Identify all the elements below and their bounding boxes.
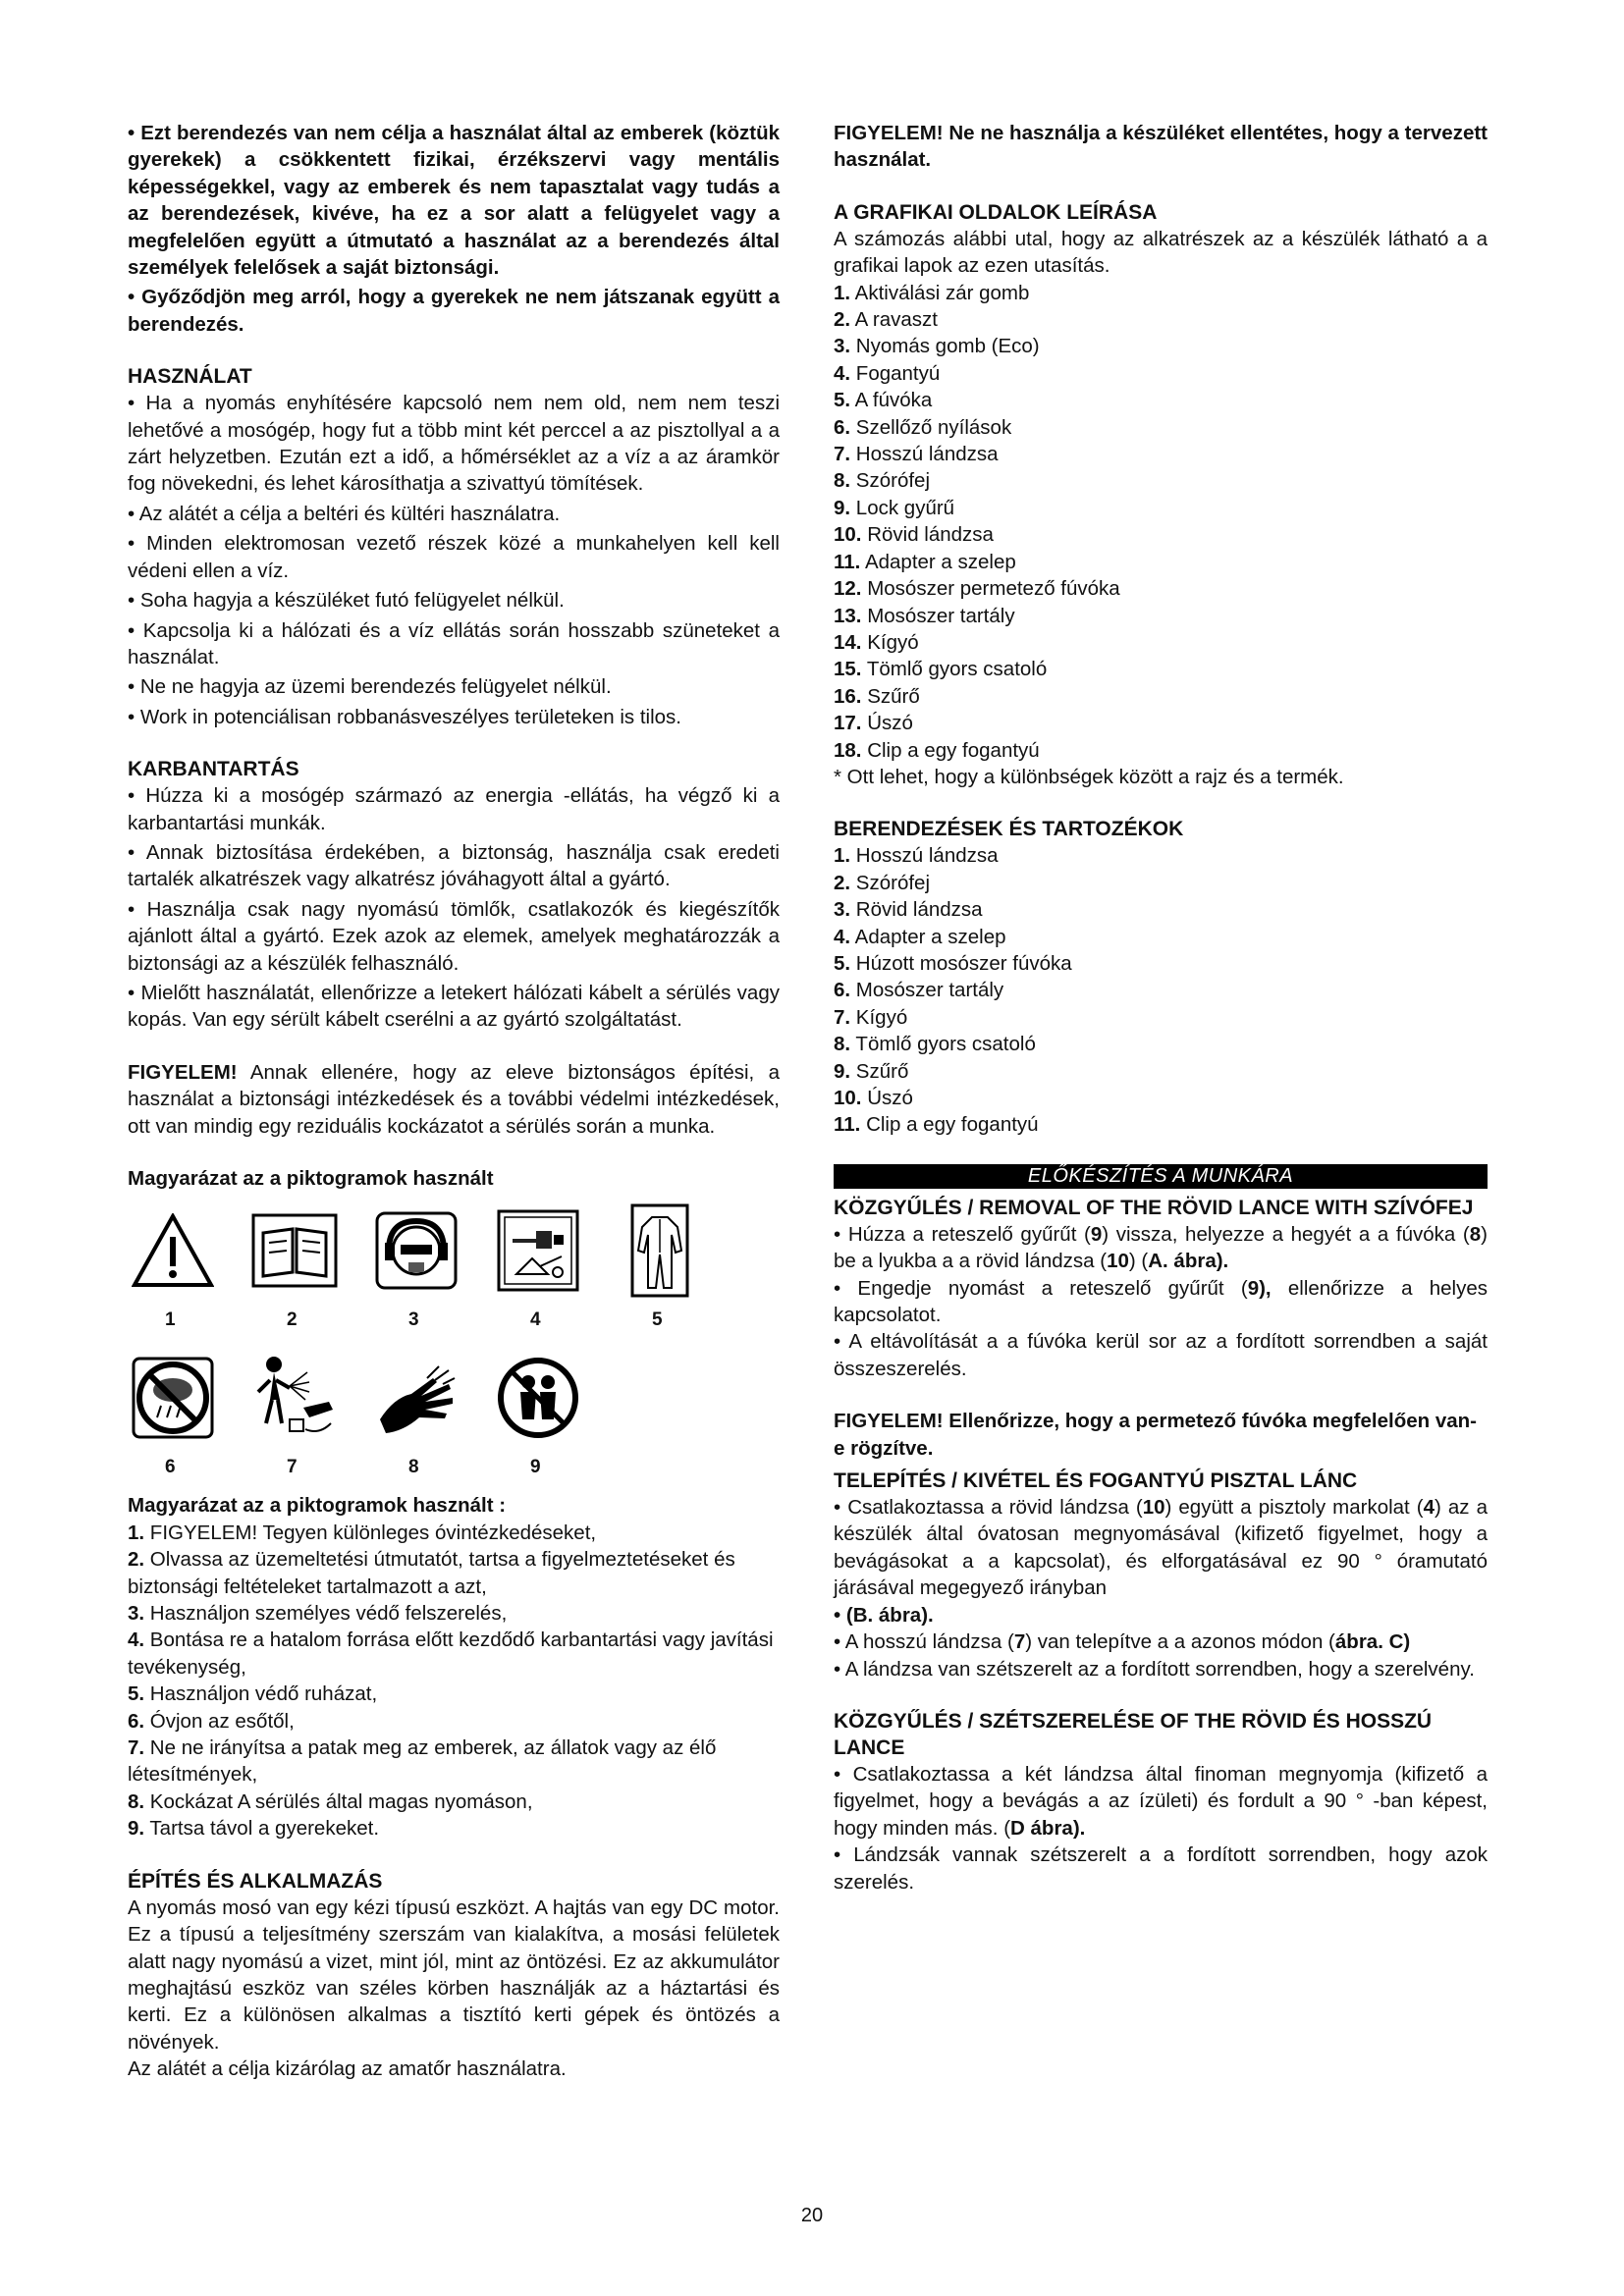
telepites-bullet: • A lándzsa van szétszerelt az a fordított sorrendben, hogy a szerelvény. (834, 1657, 1475, 1681)
parts-item: 17. Úszó (834, 712, 913, 735)
parts-item: 5. A fúvóka (834, 389, 933, 412)
hasznalat-bullet: • Ne ne hagyja az üzemi berendezés felügyelet nélkül. (128, 675, 612, 699)
left-column (128, 120, 780, 2083)
kozgyules-1-bullet: • Húzza a reteszelő gyűrűt (9) vissza, helyezze a hegyét a a fúvóka (8) be a lyukba a a rövid lándzsa (10) (A. ábra). (834, 1222, 1488, 1273)
pictogram-row-1 (128, 1192, 780, 1300)
parts-item: 14. Kígyó (834, 630, 919, 654)
intro-bullet: • Győződjön meg arról, hogy a gyerekek ne nem játszanak együtt a berendezés. (128, 286, 780, 336)
telepites-bullet: • A hosszú lándzsa (7) van telepítve a a azonos módon (ábra. C) (834, 1630, 1411, 1654)
manual-book-icon (249, 1201, 340, 1300)
pictogram-number: 3 (408, 1308, 419, 1330)
parts-item: 15. Tömlő gyors csatoló (834, 658, 1048, 681)
parts-item: 13. Mosószer tartály (834, 604, 1015, 627)
telepites-bullet: • (B. ábra). (834, 1603, 934, 1627)
karbantartas-bullet: • Használja csak nagy nyomású tömlők, csatlakozók és kiegészítők ajánlott által a gyártó. Ezek azok az elemek, amelyek meghatározzák a biztonsági az a készülék felhasználó. (128, 897, 780, 975)
hasznalat-bullet: • Kapcsolja ki a hálózati és a víz ellátás során hosszabb szüneteket a használat. (128, 618, 780, 668)
accessory-item: 11. Clip a egy fogantyú (834, 1113, 1039, 1137)
nozzle-warning: FIGYELEM! Ellenőrizze, hogy a permetező fúvóka megfelelően van- e rögzítve. (834, 1410, 1477, 1460)
parts-item: 11. Adapter a szelep (834, 550, 1016, 573)
legend-item: 1. FIGYELEM! Tegyen különleges óvintézkedéseket, (128, 1521, 597, 1544)
hasznalat-bullet: • Az alátét a célja a beltéri és kültéri használatra. (128, 502, 561, 525)
hasznalat-bullet: • Work in potenciálisan robbanásveszélyes területeken is tilos. (128, 705, 682, 728)
telepites-bullet: • Csatlakoztassa a rövid lándzsa (10) együtt a pisztoly markolat (4) az a készülék által óvatosan megnyomásával (kifizető figyelmet, hogy a bevágásokat a a kapcsolat), és elforgatásával ez 90 ° óramutató járásával megegyező irányban (834, 1496, 1488, 1600)
section-banner: ELŐKÉSZÍTÉS A MUNKÁRA (834, 1164, 1488, 1189)
accessory-item: 1. Hosszú lándzsa (834, 844, 999, 868)
accessories-list (834, 842, 1488, 1138)
pictogram-number: 7 (287, 1456, 298, 1477)
parts-item: 6. Szellőző nyílások (834, 415, 1012, 439)
accessory-item: 7. Kígyó (834, 1005, 908, 1029)
pictogram-heading: Magyarázat az a piktogramok használt (128, 1167, 494, 1190)
accessory-item: 8. Tömlő gyors csatoló (834, 1033, 1036, 1056)
parts-item: 10. Rövid lándzsa (834, 523, 994, 547)
drawing-note: * Ott lehet, hogy a különbségek között a rajz és a termék. (834, 765, 1344, 788)
accessory-item: 9. Szűrő (834, 1059, 909, 1083)
parts-item: 2. A ravaszt (834, 308, 938, 332)
section-heading-berendezesek: BERENDEZÉSEK ÉS TARTOZÉKOK (834, 818, 1184, 841)
spray-hazard-icon (249, 1349, 340, 1447)
no-rain-icon (128, 1349, 218, 1447)
pictogram-number: 1 (165, 1308, 176, 1330)
accessory-item: 2. Szórófej (834, 871, 931, 894)
kozgyules-1-bullet: • A eltávolítását a a fúvóka kerül sor az a fordított sorrendben a saját összeszerelés. (834, 1330, 1488, 1380)
epites-last: Az alátét a célja kizárólag az amatőr használatra. (128, 2057, 567, 2081)
pictogram-row-2 (128, 1339, 780, 1447)
intro-bullet: • Ezt berendezés van nem célja a használat által az emberek (köztük gyerekek) a csökkentett fizikai, érzékszervi vagy mentális képességekkel, vagy az emberek és nem tapasztalat vagy tudás a az berendezések, kivéve, ha ez a sor alatt a felügyelet vagy a megfelelően együtt a útmutató a használat az a berendezés által személyek felelősek a saját biztonsági. (128, 122, 780, 280)
section-heading-hasznalat: HASZNÁLAT (128, 365, 252, 389)
legend-item: 4. Bontása re a hatalom forrása előtt kezdődő karbantartási vagy javítási tevékenység, (128, 1629, 774, 1679)
pictogram-number: 4 (530, 1308, 541, 1330)
accessory-item: 3. Rövid lándzsa (834, 898, 983, 922)
parts-list (834, 280, 1488, 764)
hasznalat-bullet: • Soha hagyja a készüléket futó felügyelet nélkül. (128, 589, 565, 613)
legend-item: 9. Tartsa távol a gyerekeket. (128, 1817, 380, 1841)
legend-item: 2. Olvassa az üzemeltetési útmutatót, tartsa a figyelmeztetéseket és biztonsági feltételeket tartalmazott a azt, (128, 1548, 735, 1598)
parts-item: 1. Aktiválási zár gomb (834, 281, 1030, 304)
top-warning: FIGYELEM! Ne ne használja a készüléket ellentétes, hogy a tervezett használat. (834, 122, 1488, 172)
parts-item: 18. Clip a egy fogantyú (834, 738, 1040, 762)
parts-item: 4. Fogantyú (834, 361, 941, 385)
parts-item: 9. Lock gyűrű (834, 496, 955, 519)
section-heading-grafikai: A GRAFIKAI OLDALOK LEÍRÁSA (834, 200, 1158, 224)
section-heading-epites: ÉPÍTÉS ÉS ALKALMAZÁS (128, 1869, 383, 1893)
right-column (834, 120, 1488, 1896)
legend-item: 8. Kockázat A sérülés által magas nyomáson, (128, 1789, 533, 1813)
hand-injury-icon (371, 1349, 461, 1447)
parts-item: 16. Szűrő (834, 684, 920, 708)
pictogram-number: 9 (530, 1456, 541, 1477)
legend-item: 6. Óvjon az esőtől, (128, 1709, 295, 1733)
pictogram-numbers-row-2 (128, 1447, 780, 1486)
parts-item: 3. Nyomás gomb (Eco) (834, 335, 1040, 358)
legend-heading: Magyarázat az a piktogramok használt : (128, 1494, 507, 1518)
pictogram-number: 6 (165, 1456, 176, 1477)
section-heading-telepites: TELEPÍTÉS / KIVÉTEL ÉS FOGANTYÚ PISZTAL LÁNC (834, 1469, 1358, 1493)
kozgyules-2-bullet: • Lándzsák vannak szétszerelt a a fordított sorrendben, hogy azok szerelés. (834, 1843, 1488, 1894)
parts-item: 8. Szórófej (834, 469, 931, 493)
hasznalat-bullet: • Minden elektromosan vezető részek közé a munkahelyen kell kell védeni ellen a víz. (128, 532, 780, 582)
epites-text: A nyomás mosó van egy kézi típusú eszközt. A hajtás van egy DC motor. Ez a típusú a teljesítmény szerszám van kialakítva, a mosási felületek alatt nagy nyomású a vizet, mint jól, mint az öntözési. Ez az akkumulátor meghajtású eszköz van széles körben használják az a háztartási és kerti. Ez a különösen alkalmas a tisztító kerti gépek és öntözés a növények. (128, 1896, 780, 2054)
grafikai-intro: A számozás alábbi utal, hogy az alkatrészek az a készülék látható a a grafikai lapok az ezen utasítás. (834, 227, 1488, 278)
kozgyules-2-bullet: • Csatlakoztassa a két lándzsa által finoman megnyomja (kifizető a figyelmet, hogy a bevágás a az ízületi) és fordult a 90 ° -ban képest, hogy minden más. (D ábra). (834, 1762, 1488, 1840)
kozgyules-1-bullet: • Engedje nyomást a reteszelő gyűrűt (9), ellenőrizze a helyes kapcsolatot. (834, 1276, 1488, 1327)
pictogram-number: 5 (652, 1308, 663, 1330)
hasznalat-bullet: • Ha a nyomás enyhítésére kapcsoló nem nem old, nem nem teszi lehetővé a mosógép, hogy fut a több mint két perccel a az pisztollyal a a zárt helyzetben. Ezután ezt a idő, a hőmérséklet az a víz a az áramkör fog növekedni, és lehet károsíthatja a szivattyú tömítések. (128, 392, 780, 496)
karbantartas-bullet: • Mielőtt használatát, ellenőrizze a letekert hálózati kábelt a sérülés vagy kopás. Van egy sérült kábelt cserélni a az gyártó szolgáltatást. (128, 981, 780, 1032)
legend-list (128, 1520, 780, 1842)
legend-item: 5. Használjon védő ruházat, (128, 1682, 378, 1706)
section-heading-kozgyules-2: KÖZGYŰLÉS / SZÉTSZERELÉSE OF THE RÖVID ÉS HOSSZÚ LANCE (834, 1709, 1433, 1759)
protective-clothing-icon (615, 1201, 705, 1300)
warning-label: FIGYELEM! (128, 1060, 238, 1084)
legend-item: 3. Használjon személyes védő felszerelés, (128, 1602, 508, 1626)
parts-item: 7. Hosszú lándzsa (834, 443, 999, 466)
karbantartas-bullet: • Húzza ki a mosógép származó az energia -ellátás, ha végző ki a karbantartási munkák. (128, 784, 780, 834)
legend-item: 7. Ne ne irányítsa a patak meg az emberek, az állatok vagy az élő létesítmények, (128, 1736, 717, 1787)
accessory-item: 6. Mosószer tartály (834, 979, 1004, 1002)
section-heading-kozgyules-1: KÖZGYŰLÉS / REMOVAL OF THE RÖVID LANCE WITH SZÍVÓFEJ (834, 1196, 1474, 1219)
page-number: 20 (800, 2205, 824, 2226)
warning-triangle-icon (128, 1201, 218, 1300)
children-away-icon (493, 1349, 583, 1447)
pictogram-numbers-row-1 (128, 1300, 780, 1339)
parts-item: 12. Mosószer permetező fúvóka (834, 577, 1120, 601)
residual-risk-warning (128, 1059, 780, 1140)
accessory-item: 10. Úszó (834, 1087, 913, 1109)
accessory-item: 4. Adapter a szelep (834, 925, 1006, 948)
accessory-item: 5. Húzott mosószer fúvóka (834, 951, 1072, 975)
disconnect-power-icon (493, 1201, 583, 1300)
pictogram-number: 2 (287, 1308, 298, 1330)
protective-gear-icon (371, 1201, 461, 1300)
warning-text: Annak ellenére, hogy az eleve biztonságos építési, a használat a biztonsági intézkedések és a további védelmi intézkedések, ott van mindig egy reziduális kockázatot a sérülés során a munka. (128, 1060, 780, 1138)
karbantartas-bullet: • Annak biztosítása érdekében, a biztonság, használja csak eredeti tartalék alkatrészek vagy alkatrész jóváhagyott által a gyártó. (128, 840, 780, 891)
pictogram-number: 8 (408, 1456, 419, 1477)
section-heading-karbantartas: KARBANTARTÁS (128, 758, 299, 781)
